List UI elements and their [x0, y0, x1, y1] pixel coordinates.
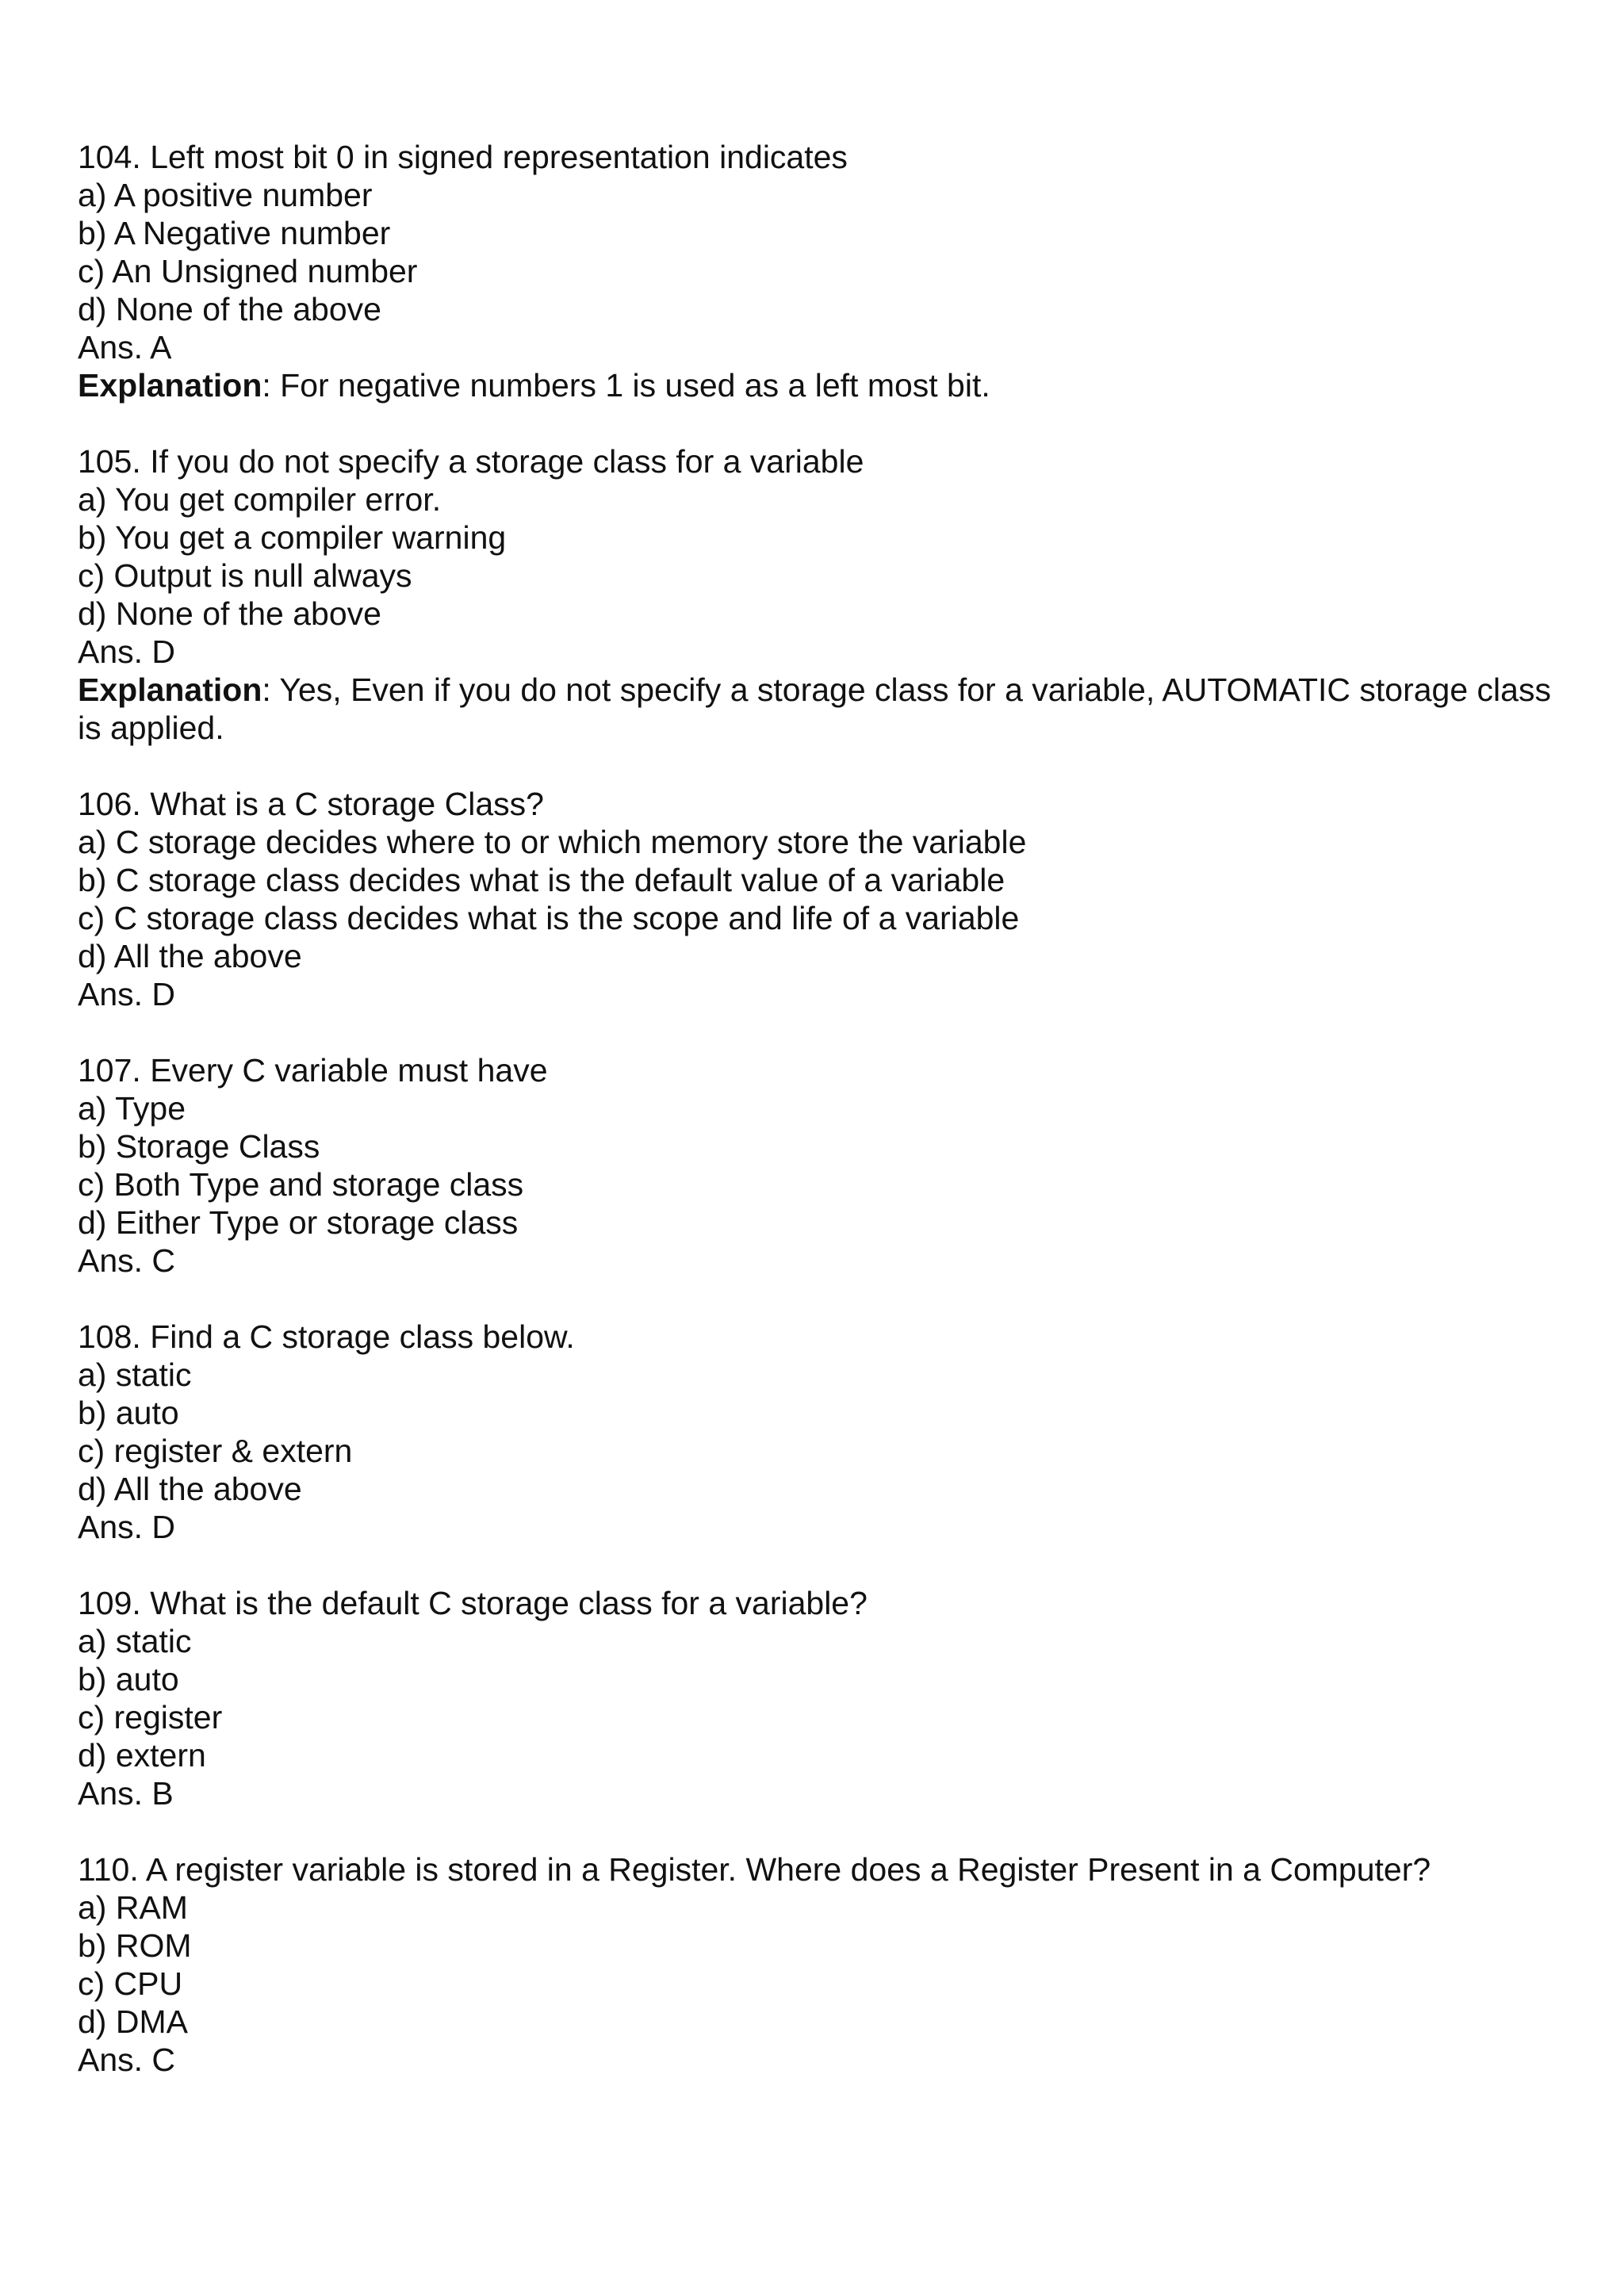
explanation-text: : For negative numbers 1 is used as a left most bit.: [262, 367, 990, 404]
option-a: a) You get compiler error.: [78, 481, 442, 518]
option-c: c) Both Type and storage class: [78, 1166, 524, 1203]
option-d: d) DMA: [78, 2003, 188, 2040]
answer: Ans. C: [78, 1242, 176, 1279]
question-stem: 107. Every C variable must have: [78, 1052, 548, 1089]
option-c: c) An Unsigned number: [78, 253, 418, 289]
option-b: b) You get a compiler warning: [78, 519, 507, 556]
answer: Ans. D: [78, 633, 176, 670]
document-page: [78, 138, 1568, 2117]
explanation: [78, 671, 1568, 747]
option-a: a) RAM: [78, 1889, 188, 1926]
option-d: d) All the above: [78, 938, 302, 974]
question-105: [78, 442, 1568, 747]
option-c: c) C storage class decides what is the scope and life of a variable: [78, 900, 1020, 936]
explanation: [78, 366, 1568, 404]
option-d: d) None of the above: [78, 291, 381, 327]
explanation-label: Explanation: [78, 672, 262, 708]
option-b: b) A Negative number: [78, 215, 391, 251]
answer: Ans. C: [78, 2042, 176, 2078]
answer: Ans. A: [78, 329, 172, 365]
option-d: d) Either Type or storage class: [78, 1204, 519, 1241]
option-d: d) All the above: [78, 1471, 302, 1507]
answer: Ans. D: [78, 976, 176, 1012]
question-109: [78, 1584, 1568, 1812]
option-d: d) extern: [78, 1737, 206, 1774]
answer: Ans. B: [78, 1775, 174, 1812]
question-107: [78, 1051, 1568, 1280]
question-104: [78, 138, 1568, 404]
option-c: c) CPU: [78, 1965, 183, 2002]
option-b: b) auto: [78, 1661, 179, 1697]
question-stem: 108. Find a C storage class below.: [78, 1318, 575, 1355]
option-b: b) C storage class decides what is the default value of a variable: [78, 862, 1005, 898]
question-110: [78, 1850, 1568, 2079]
option-b: b) ROM: [78, 1927, 192, 1964]
question-stem: 106. What is a C storage Class?: [78, 786, 544, 822]
question-106: [78, 785, 1568, 1013]
option-d: d) None of the above: [78, 595, 381, 632]
option-a: a) C storage decides where to or which memory store the variable: [78, 824, 1027, 860]
option-c: c) Output is null always: [78, 557, 412, 594]
option-b: b) Storage Class: [78, 1128, 320, 1165]
question-108: [78, 1318, 1568, 1546]
question-stem: 105. If you do not specify a storage class for a variable: [78, 443, 864, 480]
answer: Ans. D: [78, 1509, 176, 1545]
option-a: a) static: [78, 1623, 192, 1659]
option-a: a) static: [78, 1357, 192, 1393]
option-c: c) register & extern: [78, 1433, 353, 1469]
option-b: b) auto: [78, 1395, 179, 1431]
question-stem: 104. Left most bit 0 in signed representation indicates: [78, 139, 848, 175]
explanation-label: Explanation: [78, 367, 262, 404]
option-a: a) Type: [78, 1090, 186, 1127]
option-c: c) register: [78, 1699, 223, 1735]
question-stem: 110. A register variable is stored in a Register. Where does a Register Present in a Computer?: [78, 1851, 1431, 1888]
explanation-text: : Yes, Even if you do not specify a storage class for a variable, AUTOMATIC storage class is applied.: [78, 672, 1561, 746]
option-a: a) A positive number: [78, 177, 373, 213]
question-stem: 109. What is the default C storage class for a variable?: [78, 1585, 868, 1621]
